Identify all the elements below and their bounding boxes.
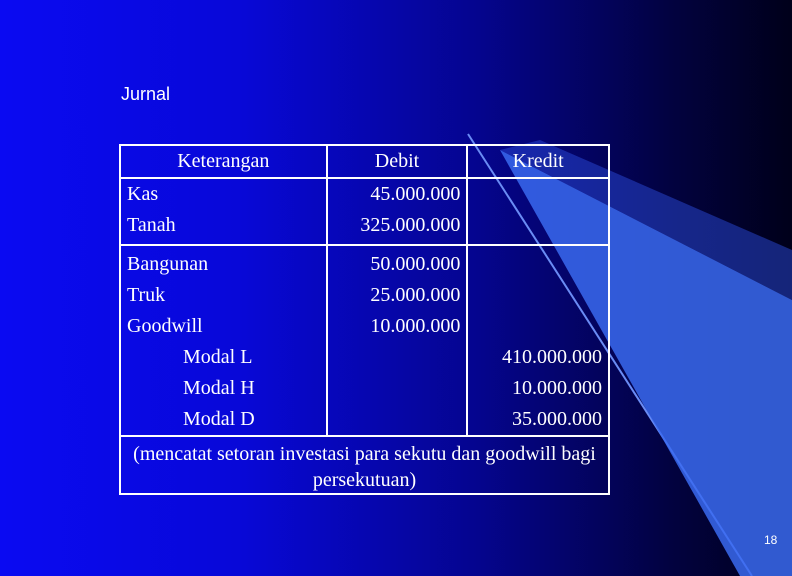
table-row-group-1 [120, 178, 609, 245]
account-bangunan: Bangunan [127, 253, 209, 275]
page-number: 18 [764, 533, 778, 547]
kredit-modal-h: 10.000.000 [512, 377, 602, 399]
slide-title: Jurnal [121, 84, 171, 104]
header-keterangan: Keterangan [120, 145, 327, 178]
debit-bangunan: 50.000.000 [370, 253, 461, 275]
kredit-modal-l: 410.000.000 [502, 346, 602, 368]
account-modal-d: Modal D [183, 408, 255, 430]
journal-note: (mencatat setoran investasi para sekutu dan goodwill bagi persekutuan) [120, 436, 609, 494]
note-row [120, 436, 609, 494]
debit-tanah: 325.000.000 [360, 214, 461, 236]
account-kas: Kas [127, 183, 159, 205]
account-truk: Truk [127, 284, 166, 306]
kredit-modal-d: 35.000.000 [512, 408, 602, 430]
account-modal-l: Modal L [183, 346, 253, 368]
table-row-group-2 [120, 245, 609, 436]
header-row [120, 145, 609, 178]
debit-truk: 25.000.000 [370, 284, 461, 306]
journal-table [119, 144, 610, 495]
account-tanah: Tanah [127, 214, 176, 236]
header-kredit: Kredit [467, 145, 609, 178]
kredit-empty-1 [467, 178, 609, 245]
account-goodwill: Goodwill [127, 315, 203, 337]
debit-kas: 45.000.000 [370, 183, 461, 205]
account-modal-h: Modal H [183, 377, 255, 399]
debit-goodwill: 10.000.000 [370, 315, 461, 337]
header-debit: Debit [327, 145, 468, 178]
